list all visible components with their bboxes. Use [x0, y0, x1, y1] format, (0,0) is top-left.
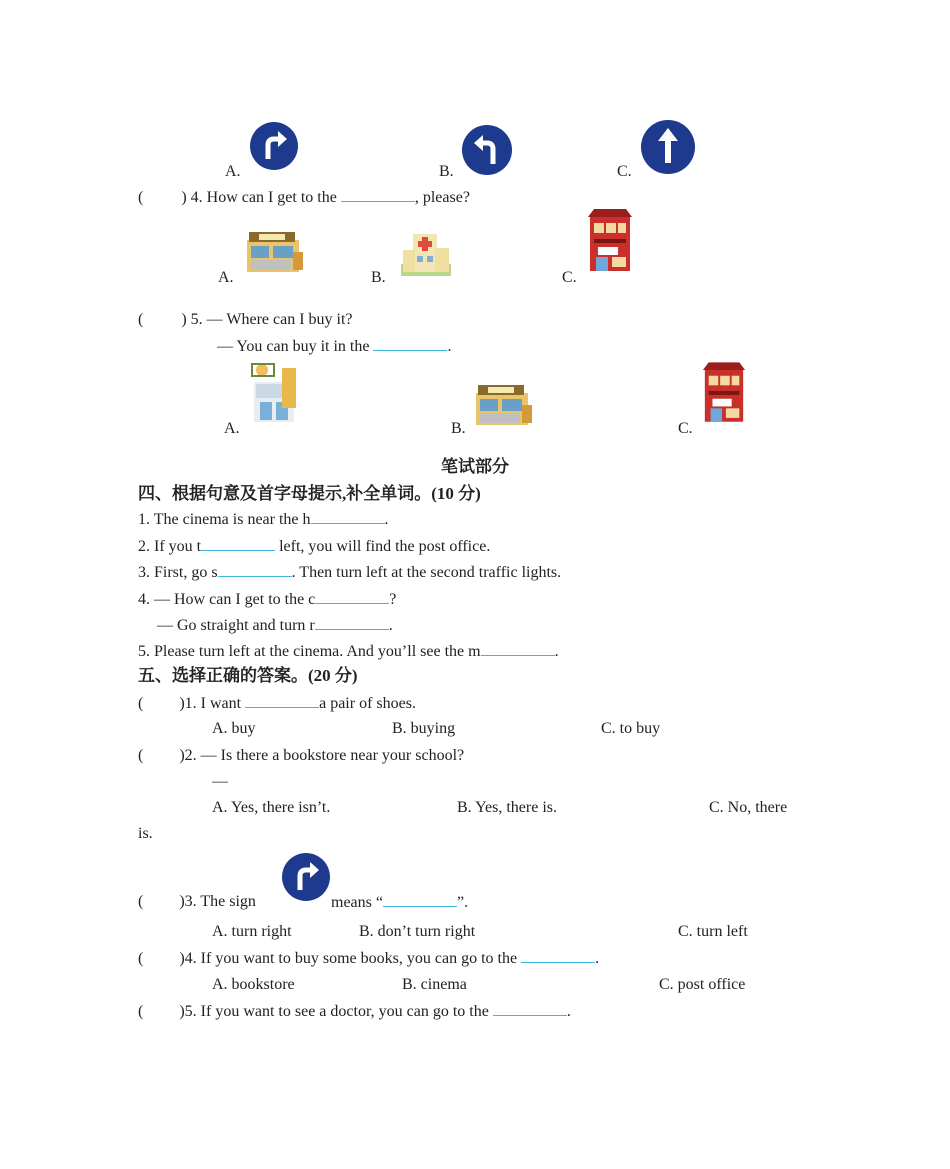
question-5-answer-line — [217, 336, 451, 357]
choice-question-2: ( )2. — Is there a bookstore near your school? — [138, 747, 465, 764]
q4-option-a-label: A. — [218, 269, 234, 286]
answer-blank[interactable] — [201, 536, 275, 551]
q4-option-b[interactable]: B. cinema — [402, 976, 467, 993]
turn-right-sign-icon — [281, 852, 331, 902]
section-4-heading: 四、根据句意及首字母提示,补全单词。(10 分) — [138, 484, 481, 503]
question-text: 5. — Where can I buy it? — [190, 311, 353, 328]
q1-option-a[interactable]: A. buy — [212, 720, 256, 737]
q3-option-b-label: B. — [439, 163, 454, 180]
turn-left-sign-icon — [461, 124, 513, 176]
q4-option-b-label: B. — [371, 269, 386, 286]
fill-item-3: 3. First, go s . Then turn left at the second traffic lights. — [138, 564, 562, 581]
q5-option-c-label: C. — [678, 420, 693, 437]
q5-option-a-label: A. — [224, 420, 240, 437]
fill-item-2: 2. If you t left, you will find the post office. — [138, 538, 491, 555]
answer-paren-close: ) — [181, 311, 187, 328]
answer-blank[interactable] — [341, 187, 415, 202]
answer-blank[interactable] — [521, 948, 595, 963]
answer-paren-close: ) — [181, 189, 187, 206]
answer-blank[interactable] — [493, 1001, 567, 1016]
q2-answer-dash: — — [212, 773, 228, 790]
q4-option-c[interactable]: C. post office — [659, 976, 746, 993]
choice-question-1: ( )1. I want a pair of shoes. — [138, 695, 416, 712]
q3-option-a-label: A. — [225, 163, 241, 180]
answer-blank[interactable] — [218, 562, 292, 577]
answer-blank[interactable] — [383, 892, 457, 907]
q3-option-b[interactable]: B. don’t turn right — [359, 923, 476, 940]
q4-option-a[interactable]: A. bookstore — [212, 976, 295, 993]
q2-option-c[interactable]: C. No, there — [709, 799, 788, 816]
q2-option-a[interactable]: A. Yes, there isn’t. — [212, 799, 331, 816]
answer-blank[interactable] — [373, 336, 447, 351]
q1-option-b[interactable]: B. buying — [392, 720, 456, 737]
question-text-end: , please? — [414, 189, 470, 206]
section-5-heading: 五、选择正确的答案。(20 分) — [138, 666, 358, 685]
q3-option-c[interactable]: C. turn left — [678, 923, 748, 940]
fill-item-1: 1. The cinema is near the h . — [138, 511, 389, 528]
go-straight-sign-icon — [640, 119, 696, 175]
choice-question-3-cont: means “ ”. — [331, 894, 469, 911]
question-text-end: . — [447, 338, 452, 355]
q1-option-c[interactable]: C. to buy — [601, 720, 661, 737]
bookstore-building-icon — [245, 228, 305, 278]
answer-blank[interactable] — [245, 693, 319, 708]
written-section-title: 笔试部分 — [441, 457, 509, 476]
fill-item-4: 4. — How can I get to the c ? — [138, 591, 397, 608]
answer-paren-open: ( — [138, 311, 144, 328]
answer-blank[interactable] — [315, 615, 389, 630]
post-office-building-icon — [701, 362, 747, 424]
choice-question-3: ( )3. The sign — [138, 893, 256, 910]
q5-option-b-label: B. — [451, 420, 466, 437]
q3-option-c-label: C. — [617, 163, 632, 180]
turn-right-sign-icon — [249, 121, 299, 171]
choice-question-5: ( )5. If you want to see a doctor, you can go to the . — [138, 1003, 571, 1020]
hospital-building-icon — [397, 228, 455, 278]
choice-question-4: ( )4. If you want to buy some books, you can go to the . — [138, 950, 600, 967]
fill-item-4-reply: — Go straight and turn r . — [157, 617, 393, 634]
answer-blank[interactable] — [481, 641, 555, 656]
question-5-row — [138, 310, 353, 330]
question-4-row — [138, 187, 470, 208]
post-office-building-icon — [586, 209, 634, 273]
answer-paren-open: ( — [138, 189, 144, 206]
cinema-building-icon — [248, 362, 302, 424]
bookstore-building-icon — [474, 381, 534, 429]
q4-option-c-label: C. — [562, 269, 577, 286]
q3-option-a[interactable]: A. turn right — [212, 923, 292, 940]
question-text: — You can buy it in the — [217, 338, 374, 355]
answer-blank[interactable] — [315, 589, 389, 604]
answer-blank[interactable] — [311, 509, 385, 524]
fill-item-5: 5. Please turn left at the cinema. And you’ll see the m . — [138, 643, 559, 660]
q2-option-c-wrap: is. — [138, 825, 153, 842]
question-text: 4. How can I get to the — [190, 189, 341, 206]
q2-option-b[interactable]: B. Yes, there is. — [457, 799, 558, 816]
